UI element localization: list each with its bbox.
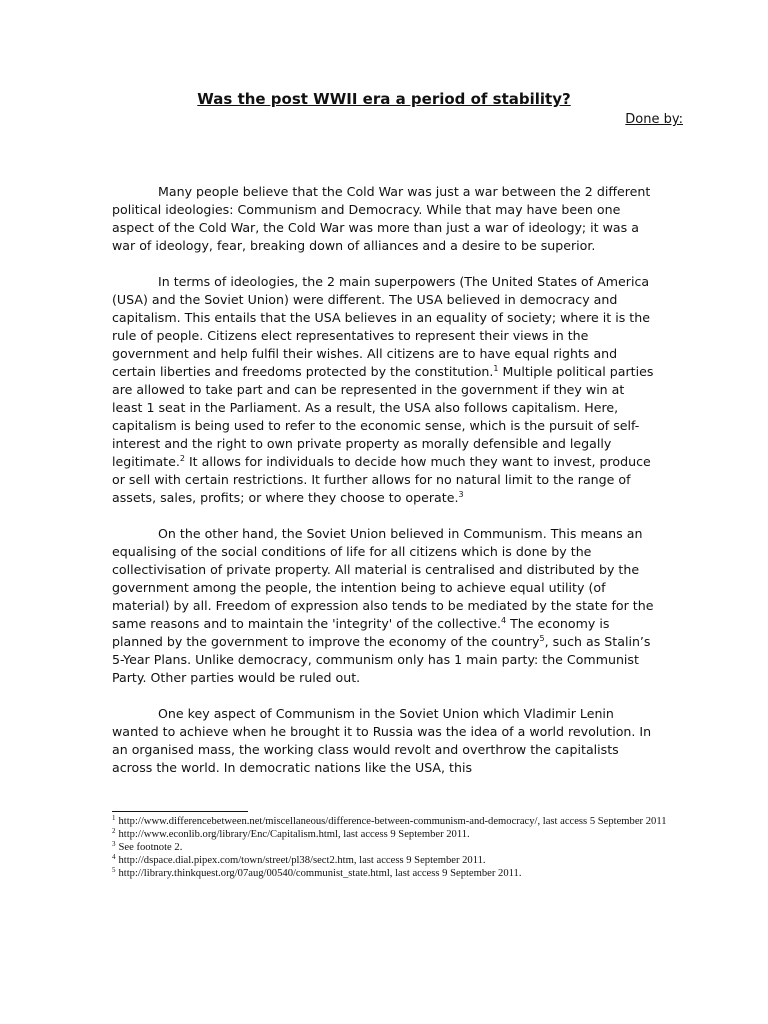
footnote-reference[interactable]: 2: [179, 454, 185, 463]
body-paragraph: [112, 273, 657, 507]
footnote-reference[interactable]: 5: [539, 634, 545, 643]
footnote-text: http://dspace.dial.pipex.com/town/street/pl38/sect2.htm, last access 9 September 2011.: [118, 855, 486, 866]
body-paragraph: [112, 525, 657, 687]
essay-body: [112, 183, 657, 795]
paragraph-text: On the other hand, the Soviet Union believed in Communism. This means an equalising of the social conditions of life for all citizens which is done by the collectivisation of private property. All material is centralised and distributed by the government among the people, the intention being to achieve equal utility (of material) by all. Freedom of expression also tends to be mediated by the state for the same reasons and to maintain the 'integrity' of the collective.: [112, 526, 654, 631]
footnotes-section: [112, 815, 672, 880]
footnote-text: http://www.differencebetween.net/miscellaneous/difference-between-communism-and-democracy/, last access 5 September 2011: [118, 816, 667, 827]
footnote-divider: [112, 811, 248, 812]
paragraph-text: Multiple political parties are allowed to take part and can be represented in the government if they win at least 1 seat in the Parliament. As a result, the USA also follows capitalism. Here, capitalism is being used to refer to the economic sense, which is the pursuit of self-interest and the right to own private property as morally defensible and legally legitimate.: [112, 364, 654, 469]
done-by-label: Done by:: [625, 112, 683, 127]
paragraph-text: It allows for individuals to decide how much they want to invest, produce or sell with certain restrictions. It further allows for no natural limit to the range of assets, sales, profits; or where they choose to operate.: [112, 454, 651, 505]
paragraph-text: In terms of ideologies, the 2 main superpowers (The United States of America (USA) and the Soviet Union) were different. The USA believed in democracy and capitalism. This entails that the USA believes in an equality of society; where it is the rule of people. Citizens elect representatives to represent their views in the government and help fulfil their wishes. All citizens are to have equal rights and certain liberties and freedoms protected by the constitution.: [112, 274, 650, 379]
body-paragraph: [112, 705, 657, 777]
footnote-reference[interactable]: 3: [458, 490, 464, 499]
footnote-text: http://www.econlib.org/library/Enc/Capitalism.html, last access 9 September 2011.: [118, 829, 470, 840]
footnote-reference[interactable]: 1: [493, 364, 499, 373]
footnote-item: [112, 854, 672, 867]
footnote-text: http://library.thinkquest.org/07aug/00540/communist_state.html, last access 9 September 2011.: [118, 868, 522, 879]
document-title: Was the post WWII era a period of stability?: [197, 90, 571, 108]
footnote-number: 4: [112, 853, 116, 861]
paragraph-text: One key aspect of Communism in the Soviet Union which Vladimir Lenin wanted to achieve when he brought it to Russia was the idea of a world revolution. In an organised mass, the working class would revolt and overthrow the capitalists across the world. In democratic nations like the USA, this: [112, 706, 652, 775]
footnote-number: 5: [112, 866, 116, 874]
footnote-reference[interactable]: 4: [501, 616, 507, 625]
body-paragraph: [112, 183, 657, 255]
footnote-number: 3: [112, 840, 116, 848]
footnote-number: 2: [112, 827, 116, 835]
footnote-number: 1: [112, 814, 116, 822]
footnote-item: [112, 841, 672, 854]
footnote-item: [112, 867, 672, 880]
footnote-text: See footnote 2.: [118, 842, 183, 853]
footnote-item: [112, 815, 672, 828]
paragraph-text: The economy is planned by the government to improve the economy of the country: [112, 616, 610, 649]
paragraph-text: Many people believe that the Cold War was just a war between the 2 different political ideologies: Communism and Democracy. While that may have been one aspect of the Cold War, the Cold War was more than just a war of ideology; it was a war of ideology, fear, breaking down of alliances and a desire to be superior.: [112, 184, 651, 253]
paragraph-text: , such as Stalin’s 5-Year Plans. Unlike democracy, communism only has 1 main party: the Communist Party. Other parties would be ruled out.: [112, 634, 651, 685]
footnote-item: [112, 828, 672, 841]
